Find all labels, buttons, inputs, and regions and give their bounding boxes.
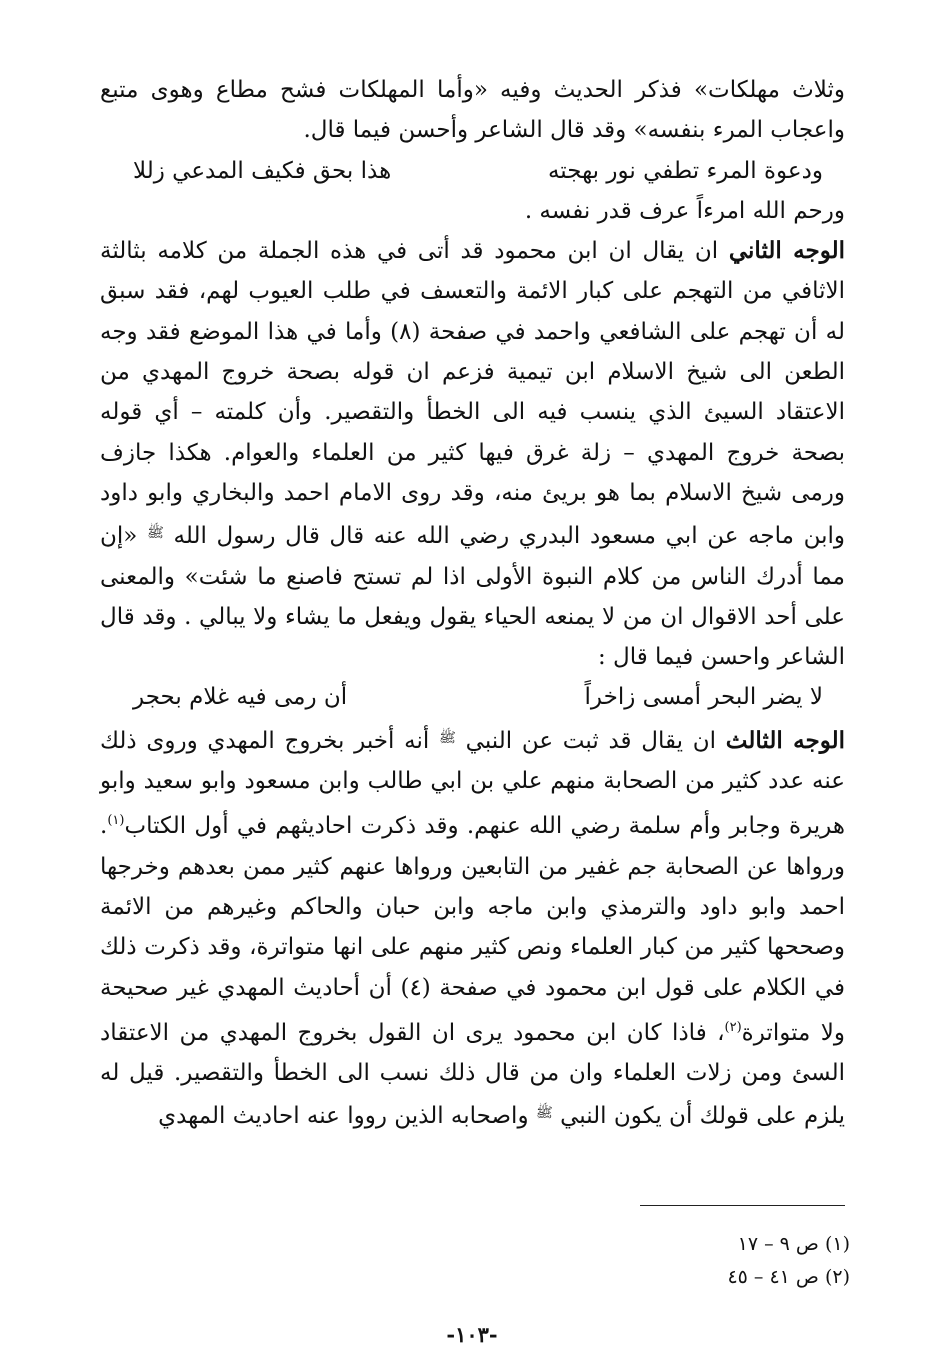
- text-run: «إن مما أدرك الناس من كلام النبوة الأولى اذا لم تستح فاصنع ما شئت» والمعنى على أحد الاقوال ان من لا يمنعه الحياء يقول ويفعل ما يشاء ولا يبالي . وقد قال الشاعر واحسن فيما قال :: [100, 523, 845, 671]
- verse-line: [133, 151, 845, 191]
- text-run: ان يقال ان ابن محمود قد أتى في هذه الجملة من كلامه بثالثة الاثافي من التهجم على كبار الائمة والتعسف في طلب العيوب لهم، فقد سبق له أن تهجم على الشافعي واحمد في صفحة (٨) وأما في هذا الموضع فقد وجه الطعن الى شيخ الاسلام ابن تيمية فزعم ان قوله بصحة خروج المهدي من الاعتقاد السيئ الذي ينسب فيه الى الخطأ والتقصير. وأن كلمته – أي قوله بصحة خروج المهدي – زلة غرق فيها كثير من العلماء والعوام. هكذا جازف ورمى شيخ الاسلام بما هو بريئ منه، وقد روى الامام احمد والبخاري وابو داود وابن ماجه عن ابي مسعود البدري رضي الله عنه قال قال رسول الله: [100, 238, 845, 550]
- footnote-divider: [640, 1205, 845, 1206]
- verse-second-hemistich: أن رمى فيه غلام بحجر: [133, 684, 348, 711]
- verse-line: [133, 677, 845, 717]
- verse-first-hemistich: لا يضر البحر أمسى زاخراً: [584, 684, 823, 711]
- paragraph: [100, 191, 845, 231]
- text-run: ورحم الله امرءاً عرف قدر نفسه .: [524, 197, 845, 224]
- text-run: ان يقال قد ثبت عن النبي: [455, 727, 726, 754]
- text-run: أنه أخبر بخروج المهدي وروى ذلك عنه عدد كثير من الصحابة منهم علي بن ابي طالب وابن مسعود وابو سعيد وابو هريرة وجابر وأم سلمة رضي الله عنهم. وقد ذكرت احاديثهم في أول الكتاب: [100, 727, 845, 840]
- verse-first-hemistich: ودعوة المرء تطفي نور بهجته: [547, 157, 823, 184]
- paragraph: [100, 718, 845, 1137]
- footnote-marker: (١): [107, 813, 125, 829]
- footnote-1: (١) ص ٩ – ١٧: [737, 1233, 850, 1255]
- text-run: . ورواها عن الصحابة جم غفير من التابعين ورواها عنهم كثير ممن بعدهم وخرجها احمد وابو داود والترمذي وابن ماجه وابن حبان والحاكم وغيرهم من الائمة وصححها كثير من كبار العلماء ونص كثير منهم على انها متواترة، وقد ذكرت ذلك في الكلام على قول ابن محمود في صفحة (٤) أن أحاديث المهدي غير صحيحة ولا متواترة: [100, 813, 845, 1046]
- section-heading: الوجه الثاني: [728, 237, 845, 265]
- footnote-marker: (٢): [724, 1019, 742, 1035]
- text-run: واصحابه الذين رووا عنه احاديث المهدي: [158, 1103, 536, 1130]
- paragraph: [100, 70, 845, 151]
- text-run: ، فاذا كان ابن محمود يرى ان القول بخروج المهدي من الاعتقاد السئ ومن زلات العلماء وان من قال ذلك نسب الى الخطأ والتقصير. قيل له يلزم على قولك أن يكون النبي: [100, 1019, 845, 1130]
- paragraph: [100, 231, 845, 677]
- main-text: [100, 70, 845, 1137]
- verse-second-hemistich: هذا بحق فكيف المدعي زللا: [133, 157, 392, 184]
- honorific-glyph: ﷺ: [439, 729, 456, 746]
- page-number: -١٠٣-: [446, 1322, 498, 1347]
- section-heading: الوجه الثالث: [725, 726, 845, 754]
- text-run: وثلاث مهلكات» فذكر الحديث وفيه «وأما المهلكات فشح مطاع وهوى متبع واعجاب المرء بنفسه» وقد قال الشاعر وأحسن فيما قال.: [100, 77, 845, 144]
- honorific-glyph: ﷺ: [146, 525, 164, 542]
- honorific-glyph: ﷺ: [535, 1105, 553, 1122]
- footnote-2: (٢) ص ٤١ – ٤٥: [727, 1266, 850, 1288]
- footnotes: [560, 1228, 850, 1294]
